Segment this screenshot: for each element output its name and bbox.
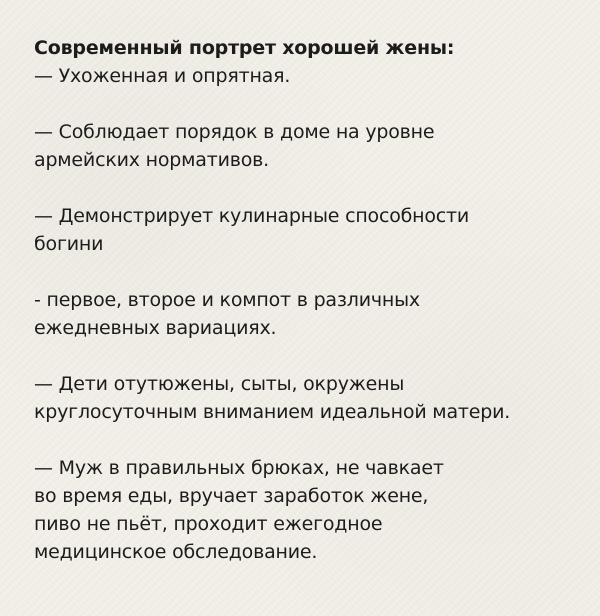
text-line: — Дети отутюжены, сыты, окружены [34,373,405,395]
post-text [34,34,574,566]
text-line: — Соблюдает порядок в доме на уровне [34,121,435,143]
paragraph-spacer [34,342,574,370]
text-line: пиво не пьёт, проходит ежегодное [34,513,383,535]
text-line: — Муж в правильных брюках, не чавкает [34,457,444,479]
text-line: армейских нормативов. [34,149,269,171]
text-line: медицинское обследование. [34,541,318,563]
paragraph-spacer [34,90,574,118]
post-title: Современный портрет хорошей жены: [34,37,455,59]
paragraph-cooking [34,202,574,258]
paragraph-spacer [34,258,574,286]
text-line: круглосуточным вниманием идеальной матери. [34,401,511,423]
text-line: во время еды, вручает заработок жене, [34,485,429,507]
paragraph-spacer [34,426,574,454]
paragraph-appearance [34,62,574,90]
paragraph-children [34,370,574,426]
text-line: - первое, второе и компот в различных [34,289,420,311]
paragraph-order [34,118,574,174]
text-line: — Демонстрирует кулинарные способности [34,205,470,227]
paragraph-husband [34,454,574,566]
text-line: богини [34,233,104,255]
paragraph-spacer [34,174,574,202]
text-line: — Ухоженная и опрятная. [34,65,291,87]
text-line: ежедневных вариациях. [34,317,277,339]
paragraph-meals [34,286,574,342]
